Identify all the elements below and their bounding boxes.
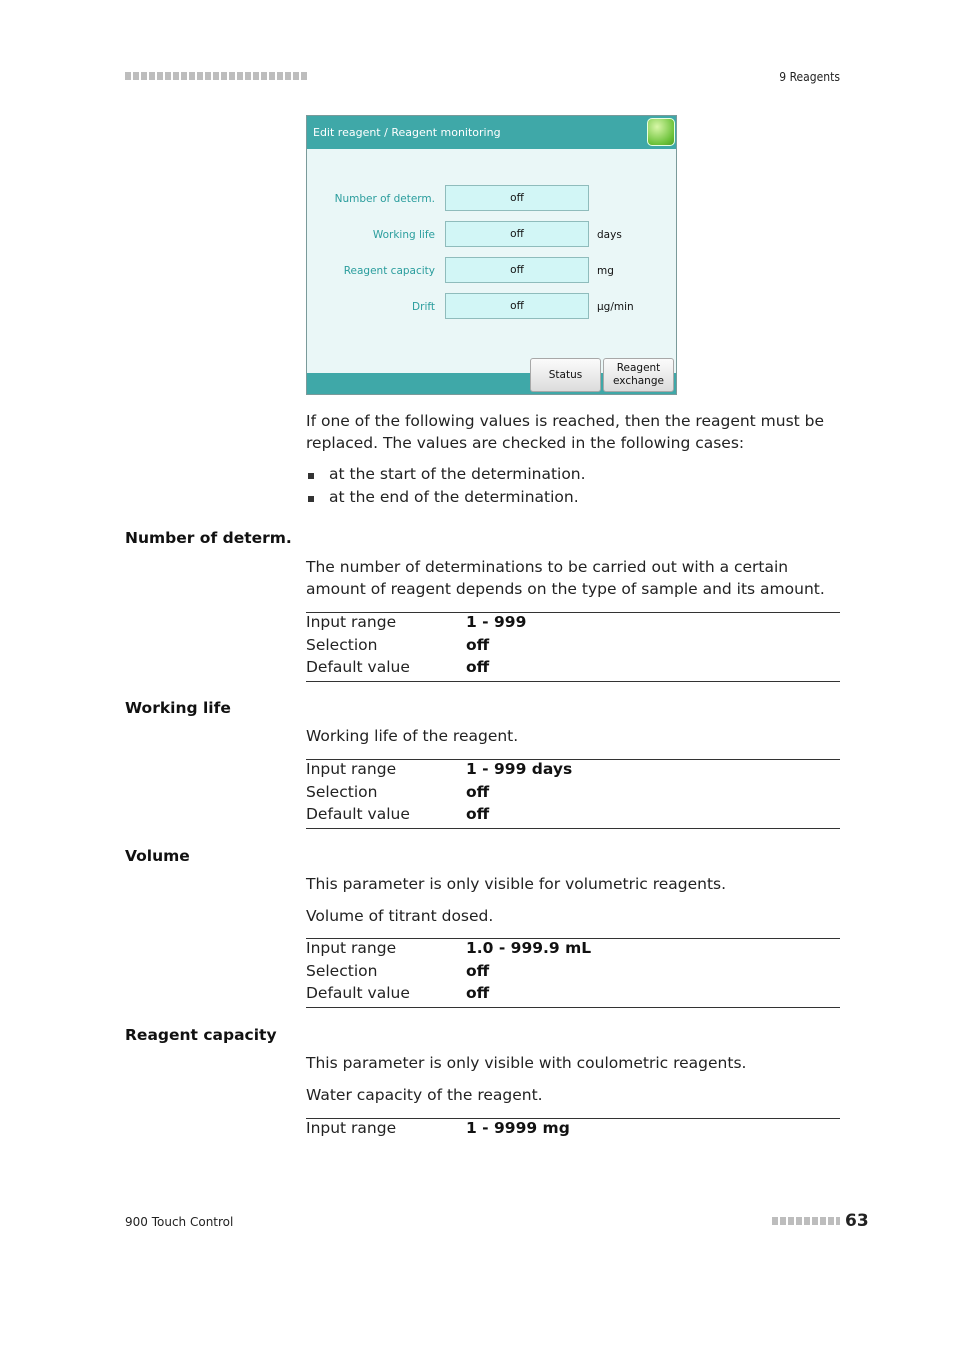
parameter-table (306, 759, 840, 829)
home-button[interactable] (647, 118, 675, 146)
header-decoration (125, 72, 307, 80)
drift-unit: µg/min (597, 301, 634, 313)
section-description: Volume of titrant dosed. (306, 907, 494, 925)
reagent-exchange-button[interactable] (603, 358, 674, 392)
intro-paragraph: If one of the following values is reached, then the reagent must be replaced. The values are checked in the following cases: (306, 412, 825, 452)
field-label-working-life: Working life (372, 229, 435, 241)
table-row: Default value off (306, 658, 490, 676)
chapter-title: 9 Reagents (779, 70, 840, 84)
parameter-table (306, 612, 840, 682)
reagent-exchange-label-2: exchange (613, 375, 664, 387)
section-heading-number-of-determ: Number of determ. (125, 529, 292, 547)
working-life-unit: days (597, 229, 622, 241)
table-row: Default value off (306, 805, 490, 823)
parameter-table (306, 938, 840, 1008)
table-row: Selection off (306, 635, 490, 654)
page-number: 63 (845, 1211, 869, 1231)
drift-field[interactable]: off (445, 293, 589, 319)
section-description: This parameter is only visible with coulometric reagents. (306, 1054, 747, 1072)
table-row: Default value off (306, 984, 490, 1002)
table-row: Selection off (306, 782, 490, 801)
working-life-field[interactable]: off (445, 221, 589, 247)
reagent-exchange-label-1: Reagent (616, 362, 661, 374)
table-row: Input range 1 - 9999 mg (306, 1119, 570, 1137)
device-screen (306, 115, 677, 395)
footer-decoration (772, 1217, 840, 1225)
screen-title-bar (307, 116, 676, 149)
section-description: Water capacity of the reagent. (306, 1086, 543, 1104)
section-description: Working life of the reagent. (306, 727, 519, 745)
list-item: at the start of the determination. (306, 465, 586, 483)
number-of-determ-field[interactable]: off (445, 185, 589, 211)
table-row: Selection off (306, 961, 490, 980)
section-description: The number of determinations to be carried out with a certain amount of reagent depends on the type of sample and its amount. (306, 558, 825, 598)
table-row: Input range 1.0 - 999.9 mL (306, 939, 592, 957)
section-heading-reagent-capacity: Reagent capacity (125, 1026, 277, 1044)
table-row: Input range 1 - 999 (306, 613, 527, 631)
field-label-reagent-capacity: Reagent capacity (343, 265, 435, 277)
screen-title: Edit reagent / Reagent monitoring (313, 126, 501, 139)
manual-title: 900 Touch Control (125, 1215, 234, 1229)
status-button[interactable] (530, 358, 601, 392)
section-heading-working-life: Working life (125, 699, 231, 717)
reagent-capacity-field[interactable]: off (445, 257, 589, 283)
field-label-number-of-determ: Number of determ. (334, 193, 435, 205)
section-description: This parameter is only visible for volumetric reagents. (306, 875, 727, 893)
list-item: at the end of the determination. (306, 488, 579, 506)
reagent-capacity-unit: mg (597, 265, 614, 277)
field-label-drift: Drift (412, 301, 435, 313)
status-button-label: Status (548, 368, 583, 381)
table-row: Input range 1 - 999 days (306, 760, 573, 778)
section-heading-volume: Volume (125, 847, 190, 865)
parameter-table (306, 1118, 840, 1142)
